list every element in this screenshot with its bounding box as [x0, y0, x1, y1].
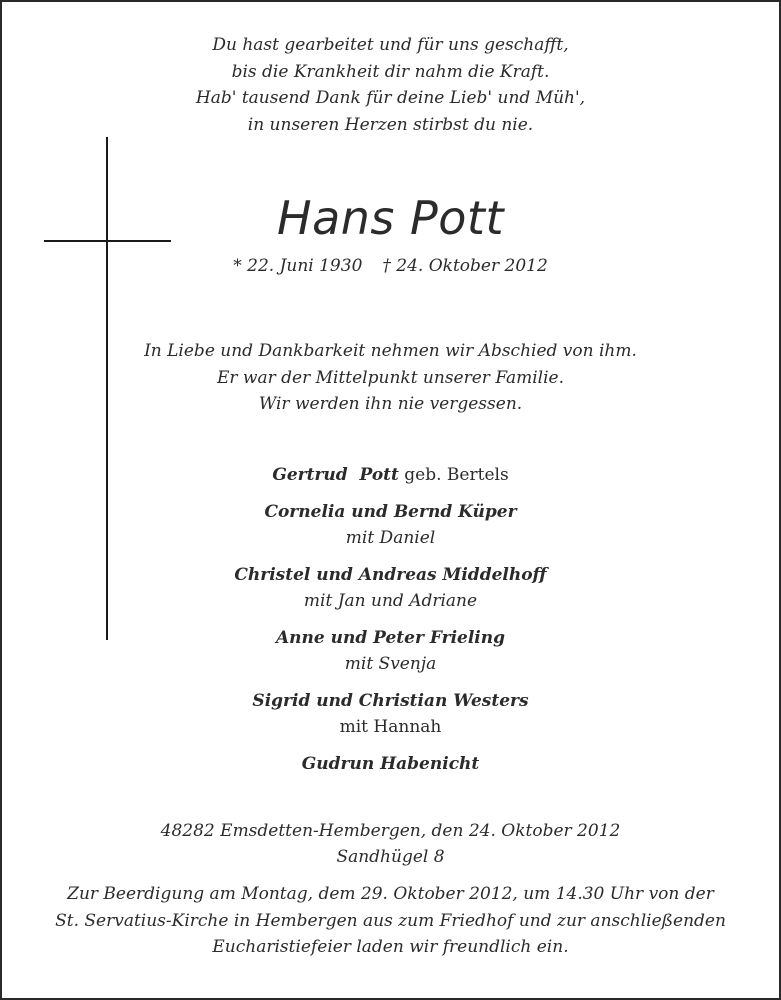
- memorial-poem: [2, 32, 779, 138]
- farewell-line: In Liebe und Dankbarkeit nehmen wir Abschied von ihm.: [144, 341, 637, 361]
- family-group-children: mit Hannah: [339, 717, 442, 737]
- death-date: † 24. Oktober 2012: [382, 256, 548, 276]
- spouse-maiden-name: geb. Bertels: [404, 465, 509, 485]
- family-group-children: mit Svenja: [344, 654, 437, 674]
- funeral-line: Zur Beerdigung am Montag, dem 29. Oktober 2012, um 14.30 Uhr von der: [67, 884, 714, 904]
- place-date-line: 48282 Emsdetten-Hembergen, den 24. Oktober 2012: [160, 821, 621, 841]
- family-group: [2, 688, 779, 740]
- life-dates: [2, 254, 779, 278]
- poem-line: Hab' tausend Dank für deine Lieb' und Müh',: [195, 88, 586, 108]
- funeral-announcement: [2, 881, 779, 961]
- funeral-line: Eucharistiefeier laden wir freundlich ein.: [212, 937, 569, 957]
- farewell-line: Er war der Mittelpunkt unserer Familie.: [216, 367, 565, 388]
- spouse-name: Gertrud Pott: [272, 465, 399, 485]
- family-group: [2, 499, 779, 551]
- family-group-names: Christel und Andreas Middelhoff: [234, 565, 547, 585]
- birth-date: * 22. Juni 1930: [233, 256, 363, 276]
- spouse-entry: [2, 462, 779, 488]
- address-line: Sandhügel 8: [336, 847, 445, 867]
- mourners-list: [2, 462, 779, 788]
- family-group-children: mit Jan und Adriane: [303, 591, 478, 611]
- funeral-line: St. Servatius-Kirche in Hembergen aus zum Friedhof und zur anschließenden: [55, 910, 726, 931]
- family-group: [2, 751, 779, 777]
- poem-line: bis die Krankheit dir nahm die Kraft.: [231, 61, 550, 82]
- poem-line: in unseren Herzen stirbst du nie.: [247, 114, 534, 135]
- family-group-names: Cornelia und Bernd Küper: [264, 502, 517, 522]
- place-and-date: [2, 818, 779, 870]
- family-group: [2, 625, 779, 677]
- family-group-children: mit Daniel: [345, 528, 436, 548]
- family-group-names: Anne und Peter Frieling: [275, 628, 506, 648]
- family-group-names: Sigrid und Christian Westers: [252, 691, 529, 711]
- deceased-name: Hans Pott: [277, 191, 504, 245]
- farewell-text: [2, 338, 779, 418]
- farewell-line: Wir werden ihn nie vergessen.: [258, 394, 523, 414]
- family-group-names: Gudrun Habenicht: [301, 754, 480, 774]
- family-group: [2, 562, 779, 614]
- poem-line: Du hast gearbeitet und für uns geschafft,: [212, 35, 569, 55]
